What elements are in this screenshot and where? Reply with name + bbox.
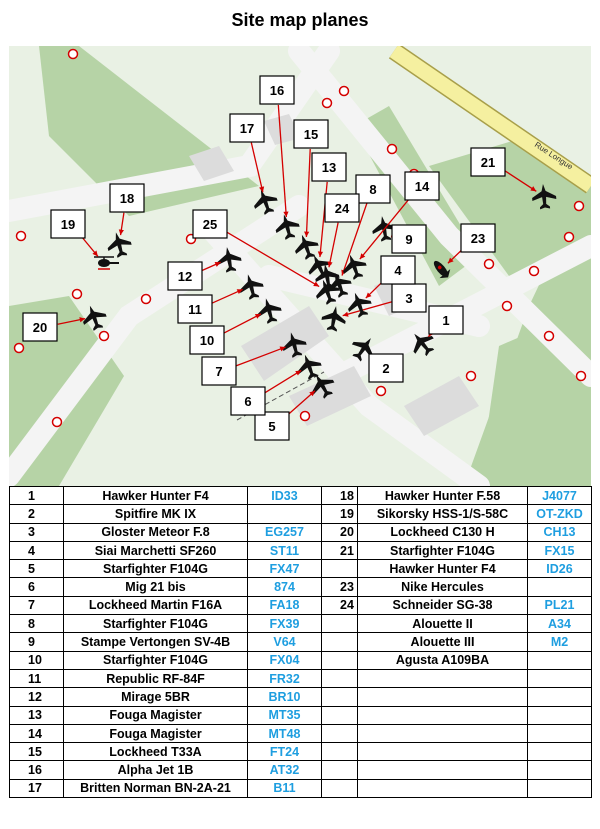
legend-aircraft-name xyxy=(358,688,528,706)
legend-number: 12 xyxy=(10,688,64,706)
legend-aircraft-name: Starfighter F104G xyxy=(64,560,248,578)
marker-label: 1 xyxy=(442,313,450,328)
legend-aircraft-name: Britten Norman BN-2A-21 xyxy=(64,779,248,797)
legend-number: 8 xyxy=(10,615,64,633)
legend-registration-code xyxy=(528,743,592,761)
marker-label: 3 xyxy=(405,291,413,306)
legend-number xyxy=(322,743,358,761)
legend-aircraft-name: Lockheed T33A xyxy=(64,743,248,761)
legend-number xyxy=(322,633,358,651)
legend-registration-code xyxy=(528,779,592,797)
legend-registration-code: ST11 xyxy=(248,541,322,559)
legend-row xyxy=(10,743,592,761)
legend-aircraft-name: Fouga Magister xyxy=(64,706,248,724)
marker-label: 12 xyxy=(177,269,193,284)
legend-number: 24 xyxy=(322,596,358,614)
legend-registration-code: FX04 xyxy=(248,651,322,669)
legend-aircraft-name: Sikorsky HSS-1/S-58C xyxy=(358,505,528,523)
legend-aircraft-name: Starfighter F104G xyxy=(64,615,248,633)
legend-number: 1 xyxy=(10,487,64,505)
legend-number xyxy=(322,761,358,779)
legend-aircraft-name: Starfighter F104G xyxy=(358,541,528,559)
legend-registration-code: ID26 xyxy=(528,560,592,578)
legend-row xyxy=(10,523,592,541)
legend-registration-code: 874 xyxy=(248,578,322,596)
legend-registration-code xyxy=(528,578,592,596)
legend-registration-code xyxy=(248,505,322,523)
legend-aircraft-name: Mig 21 bis xyxy=(64,578,248,596)
marker-label: 20 xyxy=(32,320,48,335)
legend-aircraft-name: Lockheed C130 H xyxy=(358,523,528,541)
legend-registration-code: AT32 xyxy=(248,761,322,779)
legend-aircraft-name: Fouga Magister xyxy=(64,724,248,742)
legend-registration-code: FX39 xyxy=(248,615,322,633)
legend-aircraft-name: Siai Marchetti SF260 xyxy=(64,541,248,559)
legend-registration-code: FT24 xyxy=(248,743,322,761)
marker-label: 18 xyxy=(119,191,135,206)
legend-number: 5 xyxy=(10,560,64,578)
marker-label: 5 xyxy=(268,419,276,434)
legend-row xyxy=(10,487,592,505)
aircraft-legend-table xyxy=(9,486,592,798)
legend-aircraft-name: Lockheed Martin F16A xyxy=(64,596,248,614)
legend-row xyxy=(10,779,592,797)
marker-label: 24 xyxy=(334,201,350,216)
legend-row xyxy=(10,706,592,724)
legend-registration-code xyxy=(528,724,592,742)
legend-number: 15 xyxy=(10,743,64,761)
legend-aircraft-name xyxy=(358,706,528,724)
marker-label: 16 xyxy=(269,83,285,98)
legend-aircraft-name xyxy=(358,761,528,779)
legend-number xyxy=(322,560,358,578)
legend-number: 21 xyxy=(322,541,358,559)
legend-number: 16 xyxy=(10,761,64,779)
legend-row xyxy=(10,633,592,651)
legend-aircraft-name: Hawker Hunter F4 xyxy=(64,487,248,505)
legend-registration-code xyxy=(528,651,592,669)
legend-number: 11 xyxy=(10,669,64,687)
legend-number: 20 xyxy=(322,523,358,541)
legend-number: 23 xyxy=(322,578,358,596)
legend-number: 6 xyxy=(10,578,64,596)
legend-number xyxy=(322,651,358,669)
legend-aircraft-name: Alouette III xyxy=(358,633,528,651)
legend-registration-code: CH13 xyxy=(528,523,592,541)
legend-registration-code: PL21 xyxy=(528,596,592,614)
legend-number xyxy=(322,706,358,724)
legend-aircraft-name: Nike Hercules xyxy=(358,578,528,596)
legend-aircraft-name: Stampe Vertongen SV-4B xyxy=(64,633,248,651)
marker-label: 2 xyxy=(382,361,390,376)
legend-number: 2 xyxy=(10,505,64,523)
legend-aircraft-name: Agusta A109BA xyxy=(358,651,528,669)
marker-label: 17 xyxy=(239,121,255,136)
legend-registration-code: FA18 xyxy=(248,596,322,614)
marker-label: 9 xyxy=(405,232,413,247)
page-title: Site map planes xyxy=(231,10,369,30)
legend-number: 13 xyxy=(10,706,64,724)
legend-row xyxy=(10,541,592,559)
legend-number: 3 xyxy=(10,523,64,541)
legend-number: 4 xyxy=(10,541,64,559)
legend-number xyxy=(322,724,358,742)
marker-label: 21 xyxy=(480,155,496,170)
marker-label: 11 xyxy=(188,302,202,317)
legend-registration-code: FX15 xyxy=(528,541,592,559)
legend-registration-code: M2 xyxy=(528,633,592,651)
legend-registration-code: OT-ZKD xyxy=(528,505,592,523)
legend-number: 19 xyxy=(322,505,358,523)
legend-aircraft-name xyxy=(358,779,528,797)
legend-number xyxy=(322,669,358,687)
legend-number: 18 xyxy=(322,487,358,505)
legend-registration-code: ID33 xyxy=(248,487,322,505)
legend-row xyxy=(10,615,592,633)
marker-label: 7 xyxy=(215,364,223,379)
legend-aircraft-name: Schneider SG-38 xyxy=(358,596,528,614)
legend-registration-code: EG257 xyxy=(248,523,322,541)
legend-row xyxy=(10,560,592,578)
legend-aircraft-name: Republic RF-84F xyxy=(64,669,248,687)
street-name: Rue Longue xyxy=(532,140,575,172)
legend-row xyxy=(10,505,592,523)
marker-label: 4 xyxy=(394,263,402,278)
legend-registration-code: A34 xyxy=(528,615,592,633)
legend-number xyxy=(322,779,358,797)
legend-number: 17 xyxy=(10,779,64,797)
legend-row xyxy=(10,688,592,706)
legend-row xyxy=(10,761,592,779)
legend-registration-code: J4077 xyxy=(528,487,592,505)
legend-registration-code xyxy=(528,669,592,687)
legend-aircraft-name: Starfighter F104G xyxy=(64,651,248,669)
legend-registration-code: V64 xyxy=(248,633,322,651)
legend-number: 10 xyxy=(10,651,64,669)
legend-aircraft-name: Alouette II xyxy=(358,615,528,633)
legend-aircraft-name: Gloster Meteor F.8 xyxy=(64,523,248,541)
legend-aircraft-name xyxy=(358,724,528,742)
legend-number xyxy=(322,615,358,633)
legend-number: 14 xyxy=(10,724,64,742)
legend-row xyxy=(10,578,592,596)
legend-registration-code: B11 xyxy=(248,779,322,797)
legend-aircraft-name xyxy=(358,669,528,687)
legend-registration-code xyxy=(528,706,592,724)
marker-label: 14 xyxy=(414,179,430,194)
legend-registration-code xyxy=(528,761,592,779)
marker-label: 25 xyxy=(202,217,218,232)
legend-registration-code xyxy=(528,688,592,706)
legend-registration-code: FX47 xyxy=(248,560,322,578)
marker-label: 13 xyxy=(321,160,337,175)
legend-registration-code: MT48 xyxy=(248,724,322,742)
legend-aircraft-name xyxy=(358,743,528,761)
legend-aircraft-name: Spitfire MK IX xyxy=(64,505,248,523)
legend-number: 9 xyxy=(10,633,64,651)
legend-registration-code: BR10 xyxy=(248,688,322,706)
legend-aircraft-name: Mirage 5BR xyxy=(64,688,248,706)
legend-registration-code: FR32 xyxy=(248,669,322,687)
legend-row xyxy=(10,724,592,742)
legend-registration-code: MT35 xyxy=(248,706,322,724)
site-map[interactable] xyxy=(9,46,591,486)
marker-label: 23 xyxy=(470,231,486,246)
marker-label: 19 xyxy=(60,217,76,232)
legend-row xyxy=(10,651,592,669)
legend-number: 7 xyxy=(10,596,64,614)
marker-label: 6 xyxy=(244,394,252,409)
legend-aircraft-name: Hawker Hunter F4 xyxy=(358,560,528,578)
marker-label: 15 xyxy=(303,127,319,142)
legend-number xyxy=(322,688,358,706)
legend-aircraft-name: Hawker Hunter F.58 xyxy=(358,487,528,505)
marker-label: 10 xyxy=(199,333,215,348)
legend-row xyxy=(10,669,592,687)
marker-label: 8 xyxy=(369,182,377,197)
legend-aircraft-name: Alpha Jet 1B xyxy=(64,761,248,779)
legend-row xyxy=(10,596,592,614)
